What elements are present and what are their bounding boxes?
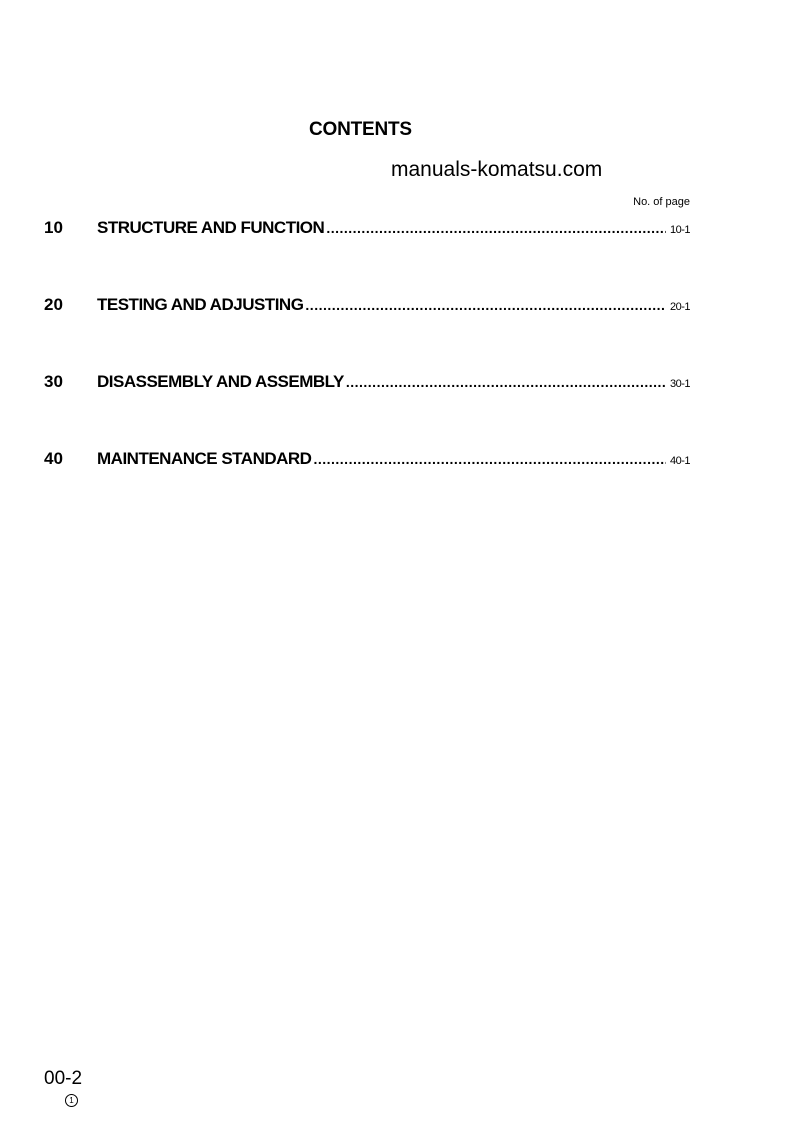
toc-entry-label: MAINTENANCE STANDARD xyxy=(97,449,312,468)
toc-entry-page: 20-1 xyxy=(669,301,690,313)
toc-entry-testing-and-adjusting[interactable] xyxy=(44,295,690,317)
dot-leader xyxy=(313,451,666,467)
toc-entry-maintenance-standard[interactable] xyxy=(44,449,690,471)
dot-leader xyxy=(346,374,666,390)
toc-entry-label: TESTING AND ADJUSTING xyxy=(97,295,304,314)
toc-entry-label: DISASSEMBLY AND ASSEMBLY xyxy=(97,372,344,391)
footer-page-number: 00-2 xyxy=(44,1068,83,1089)
watermark-text: manuals-komatsu.com xyxy=(391,158,603,181)
page-column-label: No. of page xyxy=(633,196,690,208)
dot-leader xyxy=(326,220,666,236)
toc-entry-structure-and-function[interactable] xyxy=(44,218,690,240)
dot-leader xyxy=(305,297,666,313)
toc-entry-disassembly-and-assembly[interactable] xyxy=(44,372,690,394)
toc-entry-page: 40-1 xyxy=(669,455,690,467)
page-title: CONTENTS xyxy=(309,119,412,140)
table-of-contents xyxy=(44,218,690,526)
toc-entry-page: 30-1 xyxy=(669,378,690,390)
toc-entry-number: 40 xyxy=(44,449,63,468)
toc-entry-number: 30 xyxy=(44,372,63,391)
revision-mark-icon: 1 xyxy=(65,1094,78,1107)
toc-entry-number: 10 xyxy=(44,218,63,237)
toc-entry-label: STRUCTURE AND FUNCTION xyxy=(97,218,325,237)
toc-entry-number: 20 xyxy=(44,295,63,314)
toc-entry-page: 10-1 xyxy=(669,224,690,236)
